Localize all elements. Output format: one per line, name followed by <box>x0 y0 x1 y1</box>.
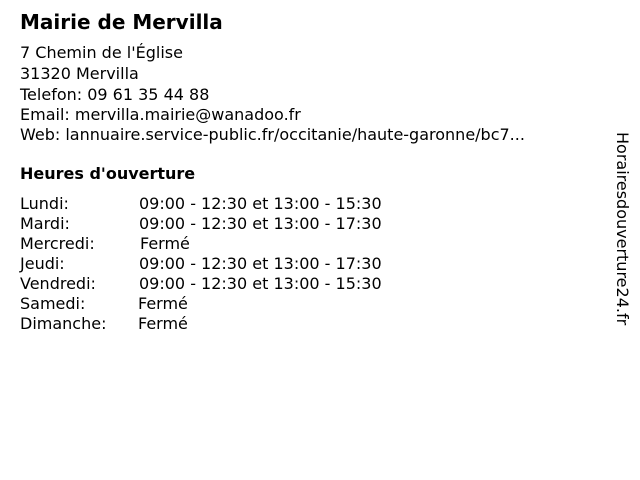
hours-heading: Heures d'ouverture <box>20 164 196 183</box>
day-label: Dimanche: <box>20 314 107 333</box>
web-line: Web: lannuaire.service-public.fr/occitanie/haute-garonne/bc7... <box>20 125 525 144</box>
day-hours: 09:00 - 12:30 et 13:00 - 15:30 <box>139 274 382 293</box>
page-title: Mairie de Mervilla <box>20 10 223 34</box>
day-label: Vendredi: <box>20 274 96 293</box>
day-hours: 09:00 - 12:30 et 13:00 - 15:30 <box>139 194 382 213</box>
address-city: 31320 Mervilla <box>20 64 139 83</box>
day-hours: Fermé <box>138 294 188 313</box>
site-watermark: Horairesdouverture24.fr <box>613 132 632 326</box>
phone-line: Telefon: 09 61 35 44 88 <box>20 85 210 104</box>
day-label: Samedi: <box>20 294 86 313</box>
address-street: 7 Chemin de l'Église <box>20 43 183 62</box>
day-label: Jeudi: <box>20 254 65 273</box>
day-hours: Fermé <box>138 314 188 333</box>
email-line: Email: mervilla.mairie@wanadoo.fr <box>20 105 301 124</box>
day-hours: 09:00 - 12:30 et 13:00 - 17:30 <box>139 214 382 233</box>
day-label: Mercredi: <box>20 234 95 253</box>
day-hours: 09:00 - 12:30 et 13:00 - 17:30 <box>139 254 382 273</box>
day-label: Mardi: <box>20 214 70 233</box>
day-label: Lundi: <box>20 194 69 213</box>
day-hours: Fermé <box>140 234 190 253</box>
